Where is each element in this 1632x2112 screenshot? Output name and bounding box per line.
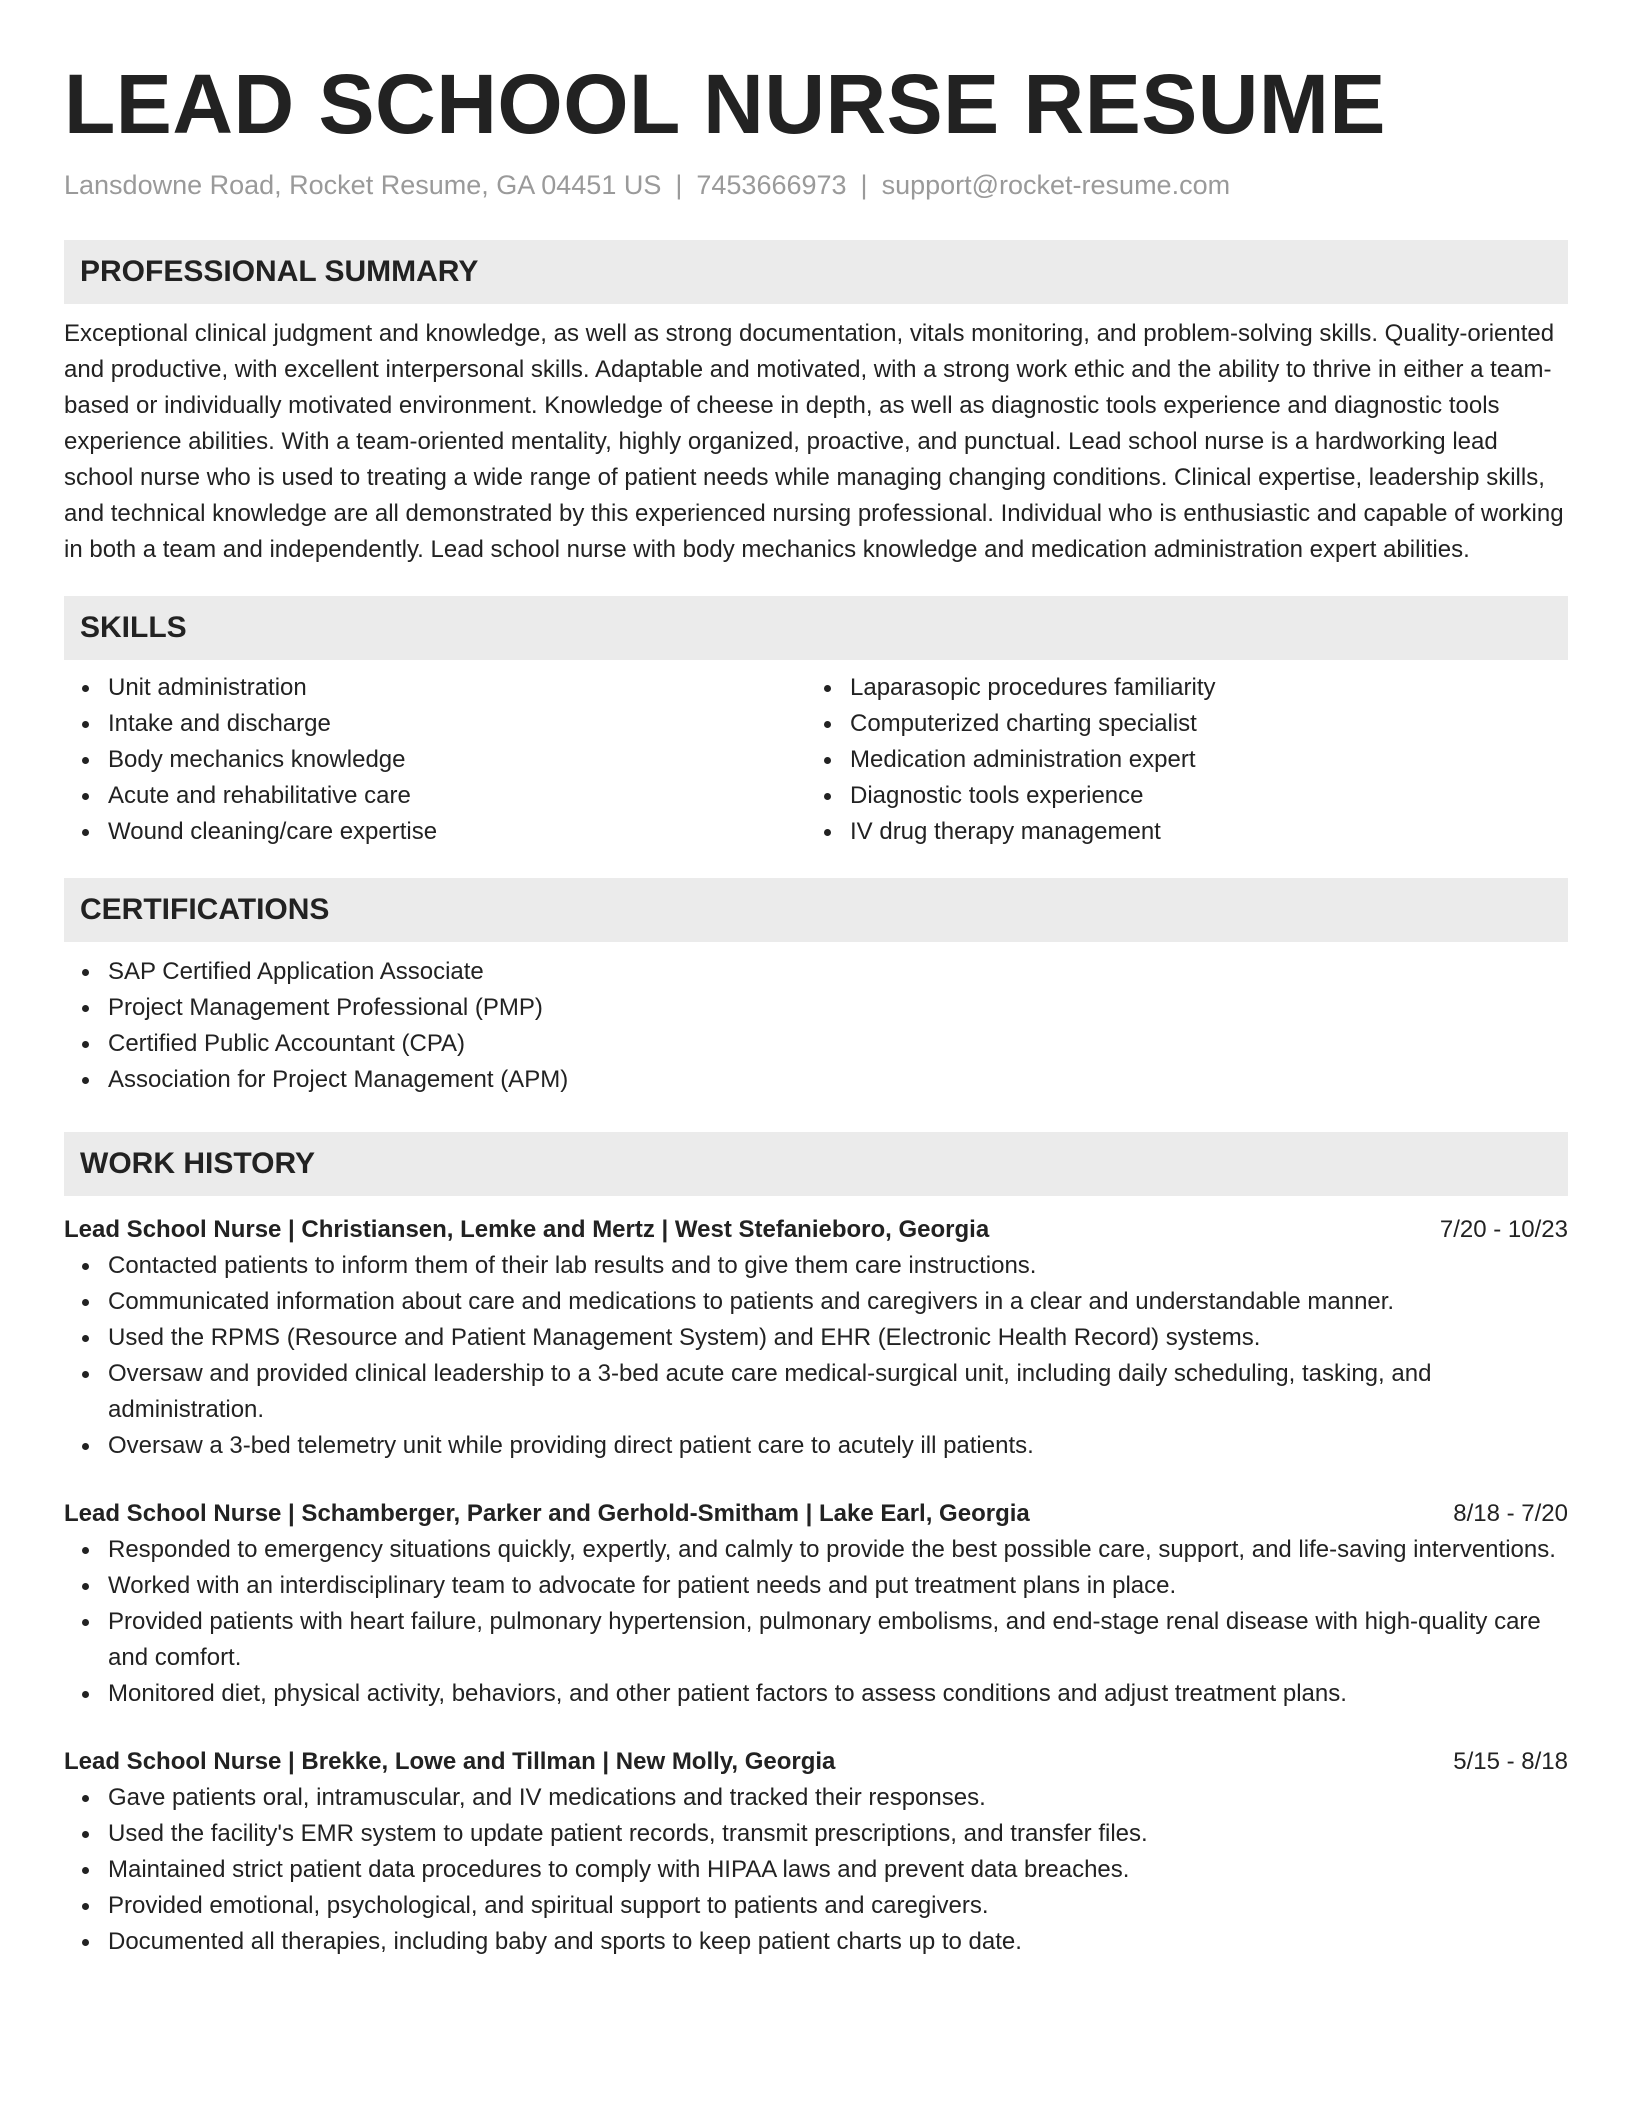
job-header — [64, 1212, 1568, 1248]
certification-item: Certified Public Accountant (CPA) — [64, 1026, 1568, 1062]
job-bullet: Responded to emergency situations quickly, expertly, and calmly to provide the best possible care, support, and life-saving interventions. — [64, 1532, 1568, 1568]
skill-item: Wound cleaning/care expertise — [64, 814, 806, 850]
contact-phone: 7453666973 — [696, 170, 847, 200]
skills-grid — [64, 670, 1568, 850]
job-bullet: Used the facility's EMR system to update patient records, transmit prescriptions, and transfer files. — [64, 1816, 1568, 1852]
certification-item: Project Management Professional (PMP) — [64, 990, 1568, 1026]
job-title: Lead School Nurse | Brekke, Lowe and Tillman | New Molly, Georgia — [64, 1748, 836, 1775]
job-entry — [64, 1496, 1568, 1712]
job-bullet: Contacted patients to inform them of their lab results and to give them care instructions. — [64, 1248, 1568, 1284]
skill-item: Unit administration — [64, 670, 806, 706]
job-bullets — [64, 1248, 1568, 1464]
skills-column-right — [806, 670, 1548, 850]
job-bullet: Monitored diet, physical activity, behaviors, and other patient factors to assess conditions and adjust treatment plans. — [64, 1676, 1568, 1712]
contact-address: Lansdowne Road, Rocket Resume, GA 04451 US — [64, 170, 662, 200]
job-bullet: Gave patients oral, intramuscular, and IV medications and tracked their responses. — [64, 1780, 1568, 1816]
job-entry — [64, 1744, 1568, 1960]
job-bullet: Provided emotional, psychological, and spiritual support to patients and caregivers. — [64, 1888, 1568, 1924]
job-bullet: Communicated information about care and medications to patients and caregivers in a clear and understandable manner. — [64, 1284, 1568, 1320]
job-bullets — [64, 1532, 1568, 1712]
certifications-list — [64, 954, 1568, 1098]
resume-title: LEAD SCHOOL NURSE RESUME — [64, 57, 1386, 151]
skill-item: Computerized charting specialist — [806, 706, 1548, 742]
skill-item: Laparasopic procedures familiarity — [806, 670, 1548, 706]
certification-item: SAP Certified Application Associate — [64, 954, 1568, 990]
skill-item: Medication administration expert — [806, 742, 1548, 778]
skill-item: Intake and discharge — [64, 706, 806, 742]
section-heading-work-history: WORK HISTORY — [64, 1132, 1568, 1196]
job-dates: 8/18 - 7/20 — [1453, 1500, 1568, 1527]
job-entry — [64, 1212, 1568, 1464]
job-title: Lead School Nurse | Christiansen, Lemke and Mertz | West Stefanieboro, Georgia — [64, 1216, 990, 1243]
skill-item: Body mechanics knowledge — [64, 742, 806, 778]
skill-item: IV drug therapy management — [806, 814, 1548, 850]
job-bullet: Provided patients with heart failure, pulmonary hypertension, pulmonary embolisms, and end-stage renal disease with high-quality care and comfort. — [64, 1604, 1568, 1676]
job-bullet: Worked with an interdisciplinary team to advocate for patient needs and put treatment plans in place. — [64, 1568, 1568, 1604]
job-dates: 5/15 - 8/18 — [1453, 1748, 1568, 1775]
job-header — [64, 1744, 1568, 1780]
section-heading-certifications: CERTIFICATIONS — [64, 878, 1568, 942]
job-dates: 7/20 - 10/23 — [1439, 1216, 1568, 1243]
skills-column-left — [64, 670, 806, 850]
job-bullet: Documented all therapies, including baby and sports to keep patient charts up to date. — [64, 1924, 1568, 1960]
section-heading-summary: PROFESSIONAL SUMMARY — [64, 240, 1568, 304]
job-bullet: Maintained strict patient data procedures to comply with HIPAA laws and prevent data breaches. — [64, 1852, 1568, 1888]
skill-item: Acute and rehabilitative care — [64, 778, 806, 814]
section-heading-skills: SKILLS — [64, 596, 1568, 660]
job-title: Lead School Nurse | Schamberger, Parker and Gerhold-Smitham | Lake Earl, Georgia — [64, 1500, 1030, 1527]
job-header — [64, 1496, 1568, 1532]
contact-email: support@rocket-resume.com — [881, 170, 1231, 200]
skill-item: Diagnostic tools experience — [806, 778, 1548, 814]
contact-separator: | — [675, 170, 683, 200]
job-bullet: Used the RPMS (Resource and Patient Management System) and EHR (Electronic Health Record) systems. — [64, 1320, 1568, 1356]
job-bullets — [64, 1780, 1568, 1960]
job-bullet: Oversaw a 3-bed telemetry unit while providing direct patient care to acutely ill patients. — [64, 1428, 1568, 1464]
certification-item: Association for Project Management (APM) — [64, 1062, 1568, 1098]
summary-text: Exceptional clinical judgment and knowledge, as well as strong documentation, vitals monitoring, and problem-solving skills. Quality-oriented and productive, with excellent interpersonal skills. Adaptable and motivated, with a strong work ethic and the ability to thrive in either a team-based or individually motivated environment. Knowledge of cheese in depth, as well as diagnostic tools experience and diagnostic tools experience abilities. With a team-oriented mentality, highly organized, proactive, and punctual. Lead school nurse is a hardworking lead school nurse who is used to treating a wide range of patient needs while managing changing conditions. Clinical expertise, leadership skills, and technical knowledge are all demonstrated by this experienced nursing professional. Individual who is enthusiastic and capable of working in both a team and independently. Lead school nurse with body mechanics knowledge and medication administration expert abilities. — [64, 320, 1564, 563]
resume-page — [64, 0, 1568, 1960]
contact-separator: | — [860, 170, 868, 200]
contact-line — [64, 168, 1568, 202]
job-bullet: Oversaw and provided clinical leadership to a 3-bed acute care medical-surgical unit, including daily scheduling, tasking, and administration. — [64, 1356, 1568, 1428]
